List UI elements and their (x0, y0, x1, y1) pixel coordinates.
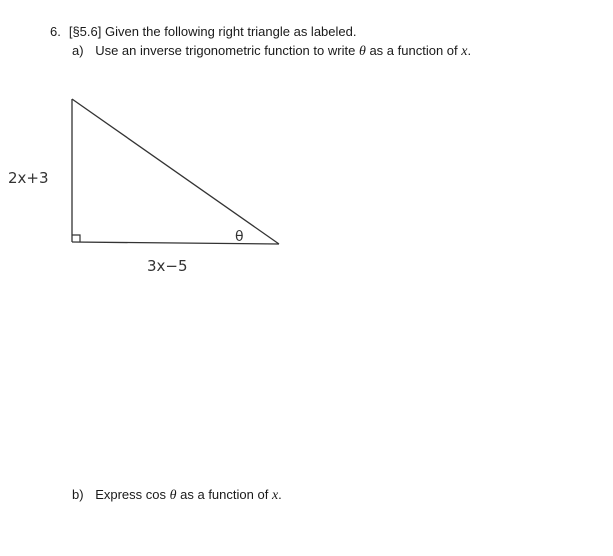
part-a-label: a) (72, 43, 84, 58)
part-b-text-middle: as a function of (180, 487, 269, 502)
part-b-theta: θ (169, 488, 177, 503)
part-b (72, 487, 282, 504)
horizontal-side-label: 3x−5 (147, 257, 188, 275)
question-number: 6. (50, 24, 61, 39)
part-a-text-middle: as a function of (369, 43, 458, 58)
question-text: [§5.6] Given the following right triangle as labeled. (68, 24, 357, 39)
part-a-text-end: . (467, 43, 472, 58)
right-angle-marker (72, 235, 80, 242)
angle-theta-label: θ (235, 229, 244, 245)
part-b-variable: x (271, 488, 279, 503)
hypotenuse (72, 99, 279, 244)
part-a-text-before: Use an inverse trigonometric function to write (95, 43, 356, 58)
part-b-text-before: Express cos (95, 487, 166, 502)
part-a-variable: x (461, 44, 468, 59)
part-a-theta: θ (358, 44, 366, 59)
part-b-label: b) (72, 487, 84, 502)
horizontal-side (72, 242, 279, 244)
vertical-side-label: 2x+3 (8, 169, 49, 187)
part-b-text-end: . (278, 487, 282, 502)
